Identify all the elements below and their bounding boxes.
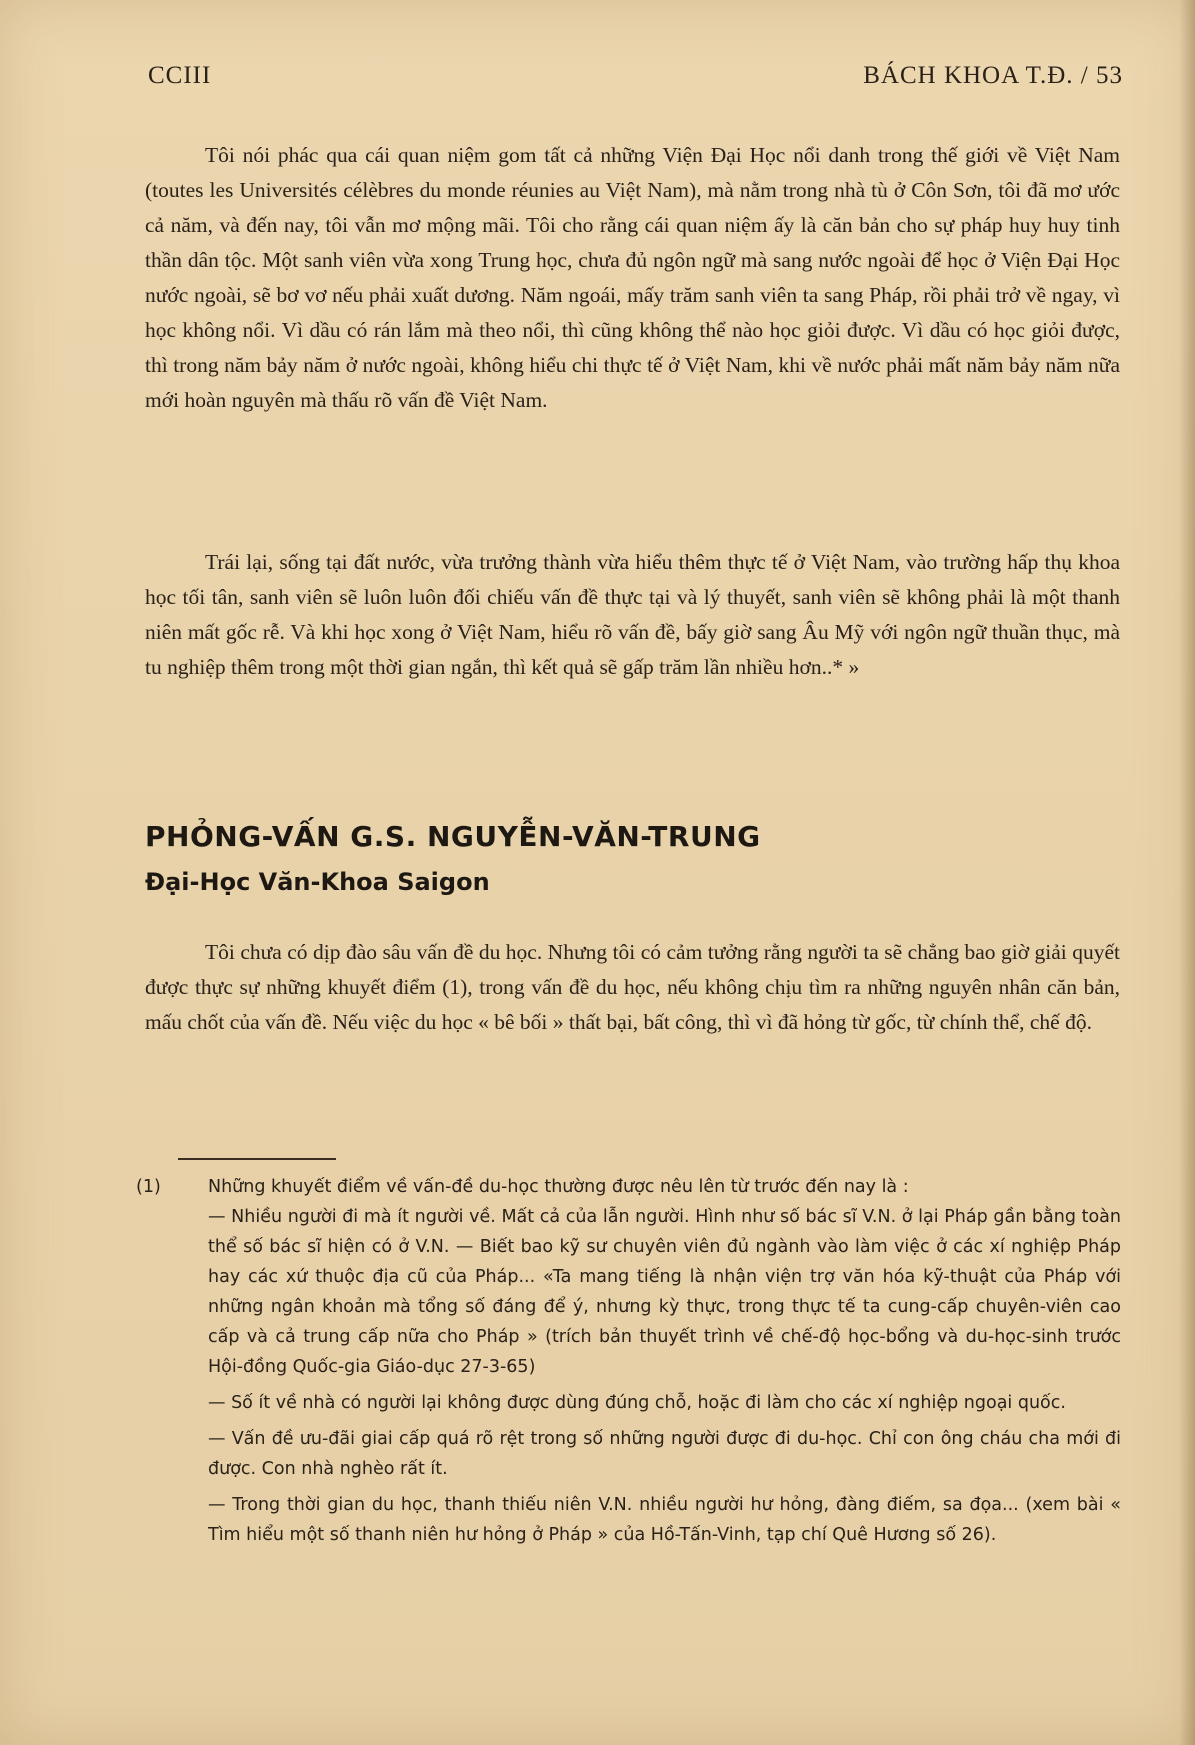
page-edge-shadow [1179, 0, 1195, 1745]
running-head: BÁCH KHOA T.Đ. / 53 [863, 62, 1123, 89]
footnote-line: — Số ít về nhà có người lại không được dùng đúng chỗ, hoặc đi làm cho các xí nghiệp ngoại quốc. [208, 1393, 1066, 1413]
footnote-marker: (1) [136, 1177, 161, 1197]
footnote-line: — Nhiều người đi mà ít người về. Mất cả của lẫn người. Hình như số bác sĩ V.N. ở lại Pháp gần bằng toàn thể số bác sĩ hiện có ở V.N. — Biết bao kỹ sư chuyên viên đủ ngành vào làm việc ở các xí nghiệp Pháp hay các xứ thuộc địa cũ của Pháp... «Ta mang tiếng là nhận viện trợ văn hóa kỹ-thuật của Pháp với những ngân khoản mà tổng số đáng để ý, nhưng kỳ thực, trong thực tế ta cung-cấp chuyên-viên cao cấp và cả trung cấp nữa cho Pháp » (trích bản thuyết trình về chế-độ học-bổng và du-học-sinh trước Hội-đồng Quốc-gia Giáo-dục 27-3-65) [208, 1207, 1121, 1377]
body-paragraph-1 [145, 138, 1120, 418]
paragraph-text: Tôi nói phác qua cái quan niệm gom tất cả những Viện Đại Học nổi danh trong thế giới về Việt Nam (toutes les Universités célèbres du monde réunies au Việt Nam), mà nằm trong nhà tù ở Côn Sơn, tôi đã mơ ước cả năm, và đến nay, tôi vẫn mơ mộng mãi. Tôi cho rằng cái quan niệm ấy là căn bản cho sự pháp huy huy tinh thần dân tộc. Một sanh viên vừa xong Trung học, chưa đủ ngôn ngữ mà sang nước ngoài để học ở Viện Đại Học nước ngoài, sẽ bơ vơ nếu phải xuất dương. Năm ngoái, mấy trăm sanh viên ta sang Pháp, rồi phải trở về ngay, vì học không nổi. Vì dầu có rán lắm mà theo nổi, thì cũng không thể nào học giỏi được. Vì dầu có học giỏi được, thì trong năm bảy năm ở nước ngoài, không hiểu chi thực tế ở Việt Nam, khi về nước phải mất năm bảy năm nữa mới hoàn nguyên mà thấu rõ vấn đề Việt Nam. [145, 143, 1120, 412]
body-paragraph-2 [145, 545, 1120, 685]
footnote [136, 1172, 1121, 1556]
footnote-line: — Vấn đề ưu-đãi giai cấp quá rõ rệt trong số những người được đi du-học. Chỉ con ông cháu cha mới đi được. Con nhà nghèo rất ít. [208, 1429, 1121, 1479]
footnote-divider [178, 1158, 336, 1160]
paragraph-text: Tôi chưa có dịp đào sâu vấn đề du học. Nhưng tôi có cảm tưởng rằng người ta sẽ chẳng bao giờ giải quyết được thực sự những khuyết điểm (1), trong vấn đề du học, nếu không chịu tìm ra những nguyên nhân căn bản, mấu chốt của vấn đề. Nếu việc du học « bê bối » thất bại, bất công, thì vì đã hỏng từ gốc, từ chính thể, chế độ. [145, 940, 1120, 1034]
body-paragraph-3 [145, 935, 1120, 1040]
footnote-line: Những khuyết điểm về vấn-đề du-học thường được nêu lên từ trước đến nay là : [208, 1177, 909, 1197]
page-header [148, 62, 1123, 102]
section-subtitle: Đại-Học Văn-Khoa Saigon [145, 868, 490, 896]
issue-number: CCIII [148, 62, 212, 89]
section-title: PHỎNG-VẤN G.S. NGUYỄN-VĂN-TRUNG [145, 820, 761, 853]
paragraph-text: Trái lại, sống tại đất nước, vừa trưởng thành vừa hiểu thêm thực tế ở Việt Nam, vào trường hấp thụ khoa học tối tân, sanh viên sẽ luôn luôn đối chiếu vấn đề thực tại và lý thuyết, sanh viên sẽ không phải là một thanh niên mất gốc rễ. Và khi học xong ở Việt Nam, hiểu rõ vấn đề, bấy giờ sang Âu Mỹ với ngôn ngữ thuần thục, mà tu nghiệp thêm trong một thời gian ngắn, thì kết quả sẽ gấp trăm lần nhiều hơn..* » [145, 550, 1120, 679]
footnote-line: — Trong thời gian du học, thanh thiếu niên V.N. nhiều người hư hỏng, đàng điếm, sa đọa... (xem bài « Tìm hiểu một số thanh niên hư hỏng ở Pháp » của Hồ-Tấn-Vinh, tạp chí Quê Hương số 26). [208, 1495, 1121, 1545]
footnote-body [208, 1172, 1121, 1550]
